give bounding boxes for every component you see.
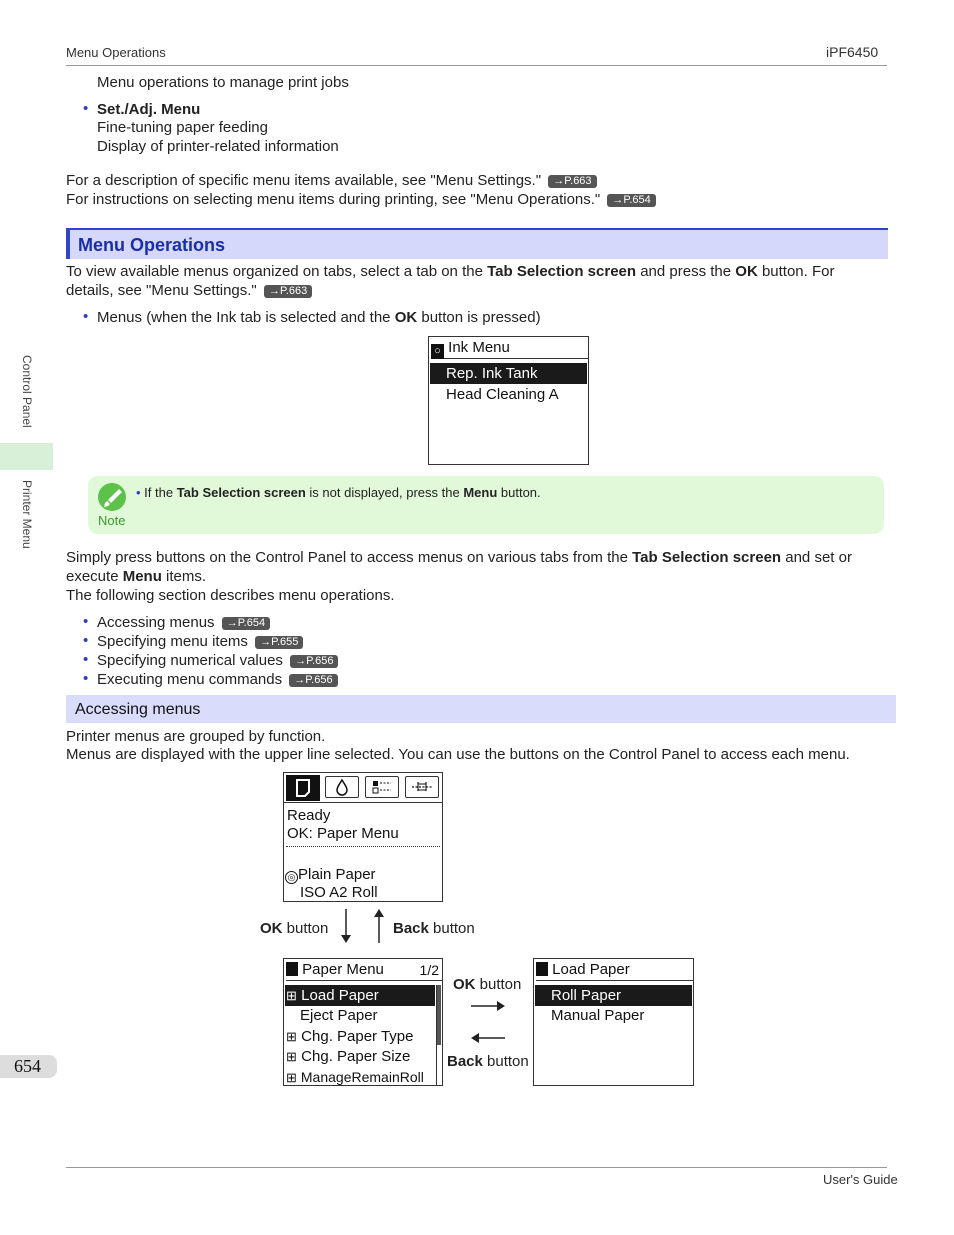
text: button. For <box>757 263 835 280</box>
media-type-text: Plain Paper <box>298 866 376 883</box>
lcd-title-row <box>536 961 693 981</box>
bold-text: Menu <box>122 568 162 585</box>
note-text <box>136 485 541 500</box>
bullet-dot: • <box>83 670 89 687</box>
link-item[interactable] <box>97 613 270 632</box>
bullet-dot: • <box>83 632 89 649</box>
ink-menu-item[interactable]: Head Cleaning A <box>446 386 559 403</box>
section-heading <box>66 228 888 259</box>
subsection-line-1: Printer menus are grouped by function. <box>66 728 326 745</box>
media-size-line: ISO A2 Roll <box>300 884 378 901</box>
header-rule <box>66 65 887 66</box>
bullet-dot: • <box>136 485 145 500</box>
ink-menu-screen <box>428 336 589 465</box>
media-type-line <box>285 866 376 884</box>
menu-item-label: ManageRemainRoll <box>300 1069 424 1085</box>
hint-line: OK: Paper Menu <box>287 825 399 842</box>
bold-text: Tab Selection screen <box>176 485 306 500</box>
running-header-right: iPF6450 <box>826 44 879 60</box>
load-paper-title: Load Paper <box>552 961 630 978</box>
text: Simply press buttons on the Control Panel to access menus on various tabs from the <box>66 549 633 566</box>
back-button-label <box>393 920 475 937</box>
status-line: Ready <box>287 807 331 824</box>
section-heading-text: Menu Operations <box>78 235 226 255</box>
desc-2-text: For instructions on selecting menu items during printing, see "Menu Operations." <box>66 191 601 208</box>
scrollbar-thumb[interactable] <box>437 985 441 1045</box>
expand-icon: ⊞ <box>286 988 297 1003</box>
section-paragraph-line-2 <box>66 281 312 300</box>
desc-1-text: For a description of specific menu items available, see "Menu Settings." <box>66 172 542 189</box>
paper-menu-item[interactable]: Eject Paper <box>300 1007 378 1024</box>
ink-menu-title: Ink Menu <box>448 339 510 356</box>
tab-bar <box>284 773 442 803</box>
body-paragraph-line-1 <box>66 548 852 567</box>
bold-text: Back <box>393 920 429 937</box>
expand-icon: ⊞ <box>286 1049 297 1064</box>
text: details, see "Menu Settings." <box>66 282 257 299</box>
menu-item-label: Chg. Paper Type <box>301 1028 414 1045</box>
text: is not displayed, press the <box>305 485 464 500</box>
bold-text: Tab Selection screen <box>632 549 782 566</box>
ref-link[interactable]: →P.654 <box>607 194 655 207</box>
load-paper-item[interactable]: Manual Paper <box>551 1007 645 1024</box>
text: To view available menus organized on tabs, select a tab on the <box>66 263 488 280</box>
back-button-label <box>447 1053 529 1070</box>
page-number: 654 <box>14 1056 41 1076</box>
job-tab-icon[interactable] <box>365 776 399 798</box>
text: execute <box>66 568 123 585</box>
ref-link[interactable]: →P.655 <box>255 636 303 649</box>
subsection-heading-text: Accessing menus <box>75 701 201 718</box>
lcd-title-row <box>286 961 442 981</box>
link-label[interactable]: Specifying numerical values <box>97 652 283 669</box>
text: button <box>475 976 522 993</box>
bold-text: OK <box>453 976 476 993</box>
load-paper-item-selected[interactable]: Roll Paper <box>535 985 692 1006</box>
ink-tab-icon[interactable] <box>325 776 359 798</box>
ref-link[interactable]: →P.656 <box>289 674 337 687</box>
bold-text: OK <box>735 263 758 280</box>
paper-icon <box>286 962 298 976</box>
dotted-divider <box>286 846 440 847</box>
bold-text: Tab Selection screen <box>487 263 637 280</box>
link-item[interactable] <box>97 632 303 651</box>
setadj-line2: Display of printer-related information <box>97 138 339 155</box>
desc-line-1 <box>66 171 597 190</box>
text: button <box>482 1053 529 1070</box>
ref-link[interactable]: →P.656 <box>290 655 338 668</box>
down-arrow-icon <box>338 908 354 944</box>
bold-text: Menu <box>463 485 498 500</box>
scrollbar[interactable] <box>436 985 441 1085</box>
subsection-heading <box>66 695 896 723</box>
right-arrow-icon <box>470 999 506 1013</box>
paper-menu-item-selected[interactable] <box>285 985 435 1006</box>
ok-button-label <box>453 976 521 993</box>
settings-tab-icon[interactable] <box>405 776 439 798</box>
bold-text: OK <box>260 920 283 937</box>
link-item[interactable] <box>97 670 338 689</box>
text: and set or <box>781 549 852 566</box>
bullet-dot: • <box>83 100 89 117</box>
text: items. <box>161 568 207 585</box>
body-paragraph-line-2 <box>66 567 206 586</box>
ink-menu-bullet <box>97 308 541 327</box>
ink-drop-icon: ○ <box>431 344 444 359</box>
footer-rule <box>66 1167 887 1168</box>
roll-icon: ◎ <box>285 871 298 884</box>
menu-item-label: Load Paper <box>301 987 379 1004</box>
paper-menu-item[interactable] <box>286 1047 410 1067</box>
load-paper-screen <box>533 958 694 1086</box>
running-header-left: Menu Operations <box>66 45 166 60</box>
text: If the <box>144 485 177 500</box>
body-paragraph-line-3: The following section describes menu operations. <box>66 587 395 604</box>
text: button <box>428 920 475 937</box>
paper-menu-item[interactable] <box>286 1027 413 1047</box>
section-paragraph-line-1 <box>66 262 835 281</box>
paper-tab-icon[interactable] <box>286 775 320 801</box>
link-label[interactable]: Accessing menus <box>97 614 215 631</box>
bold-text: OK <box>394 309 418 326</box>
desc-line-2 <box>66 190 656 209</box>
sidebar-active-marker <box>0 443 53 470</box>
paper-menu-title: Paper Menu <box>302 961 384 978</box>
sidebar-tab-printer-menu[interactable]: Printer Menu <box>20 480 34 549</box>
lcd-title-row <box>431 339 588 359</box>
subsection-line-2: Menus are displayed with the upper line selected. You can use the buttons on the Control Panel to access each menu. <box>66 746 850 763</box>
text: button is pressed) <box>417 309 541 326</box>
expand-icon: ⊞ <box>286 1070 297 1085</box>
left-arrow-icon <box>470 1031 506 1045</box>
tab-selection-screen <box>283 772 443 902</box>
menu-item-label: Chg. Paper Size <box>301 1048 411 1065</box>
intro-line: Menu operations to manage print jobs <box>97 74 349 91</box>
ref-link[interactable]: →P.663 <box>264 285 312 298</box>
ink-menu-item-selected[interactable]: Rep. Ink Tank <box>430 363 587 384</box>
bullet-dot: • <box>83 613 89 630</box>
paper-menu-screen <box>283 958 443 1086</box>
note-pencil-icon <box>97 482 129 512</box>
ok-button-label <box>260 920 328 937</box>
text: button <box>282 920 329 937</box>
page-indicator: 1/2 <box>419 962 439 978</box>
running-footer-right: User's Guide <box>823 1172 898 1187</box>
bold-text: Back <box>447 1053 483 1070</box>
paper-icon <box>536 962 548 976</box>
link-item[interactable] <box>97 651 338 670</box>
page-number-tab <box>0 1055 57 1078</box>
text: Menus (when the Ink tab is selected and the <box>97 309 395 326</box>
sidebar-tab-control-panel[interactable]: Control Panel <box>20 355 34 428</box>
bullet-dot: • <box>83 651 89 668</box>
link-label[interactable]: Executing menu commands <box>97 671 283 688</box>
note-label: Note <box>98 513 126 528</box>
ref-link[interactable]: →P.663 <box>548 175 596 188</box>
setadj-label: Set./Adj. Menu <box>97 101 201 118</box>
text: and press the <box>636 263 736 280</box>
up-arrow-icon <box>371 908 387 944</box>
bullet-dot: • <box>83 308 89 325</box>
text: button. <box>497 485 541 500</box>
note-box <box>88 476 884 534</box>
expand-icon: ⊞ <box>286 1029 297 1044</box>
setadj-line1: Fine-tuning paper feeding <box>97 119 268 136</box>
link-label[interactable]: Specifying menu items <box>97 633 248 650</box>
ref-link[interactable]: →P.654 <box>222 617 270 630</box>
paper-menu-item[interactable] <box>286 1067 424 1088</box>
